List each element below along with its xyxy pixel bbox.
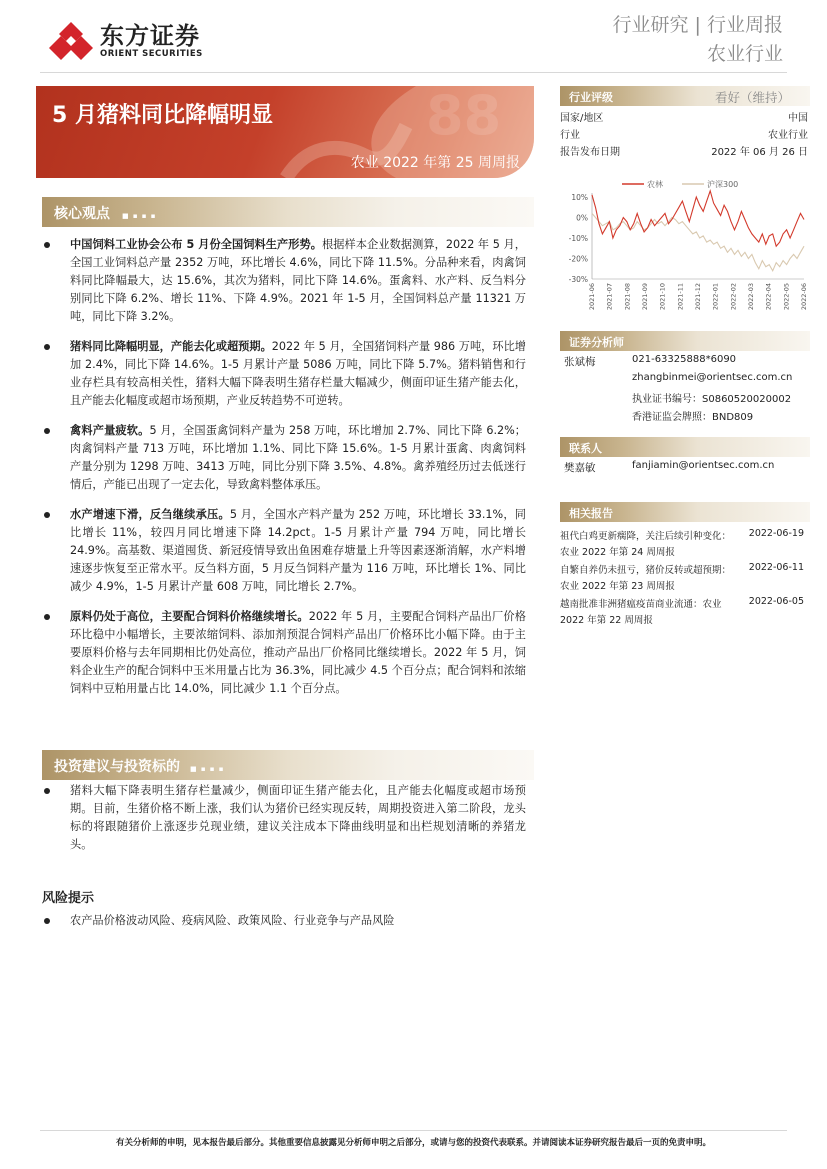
header-divider [40, 72, 787, 73]
info-key: 报告发布日期 [560, 147, 620, 158]
analyst-email[interactable]: zhangbinmei@orientsec.com.cn [632, 372, 793, 383]
rating-label: 行业评级 [569, 91, 613, 104]
report-line1: 祖代白鸡更新瘸降，关注后续引种变化： [560, 531, 732, 542]
x-tick-label: 2021-08 [623, 283, 632, 311]
list-item [42, 912, 526, 930]
related-report-item[interactable] [560, 560, 810, 594]
y-tick-label: -20% [568, 254, 588, 264]
section-dots-icon: ■ ▪ ▪ ▪ [190, 765, 225, 773]
title-banner [36, 86, 534, 178]
analyst-label: 证券分析师 [569, 336, 624, 349]
reports-bar [560, 502, 810, 522]
point-heading: 水产增速下滑，反刍继续承压。 [70, 508, 230, 521]
core-points-list [42, 236, 526, 710]
point-heading: 中国饲料工业协会公布 5 月份全国饲料生产形势。 [70, 238, 323, 251]
y-tick-label: -10% [568, 234, 588, 243]
analyst-phone: 021-63325888*6090 [632, 354, 737, 365]
list-item [42, 608, 526, 698]
risk-points-list [42, 912, 526, 942]
x-tick-label: 2022-01 [711, 283, 720, 311]
svg-text:88: 88 [426, 86, 502, 147]
contact-bar [560, 437, 810, 457]
report-header [613, 12, 783, 68]
logo-english-name: ORIENT SECURITIES [100, 48, 203, 59]
point-text: 农产品价格波动风险、疫病风险、政策风险、行业竞争与产品风险 [70, 914, 395, 927]
x-tick-label: 2021-07 [605, 283, 614, 311]
list-item [42, 422, 526, 494]
contact-label: 联系人 [569, 442, 602, 455]
list-item [42, 782, 526, 854]
list-item [42, 236, 526, 326]
list-item [42, 506, 526, 596]
performance-chart [560, 175, 812, 315]
report-line1: 自繁自养仍未扭亏，猪价反转或超预期： [560, 565, 732, 576]
section-header-core [42, 197, 534, 227]
section-title: 投资建议与投资标的 [54, 759, 180, 775]
x-tick-label: 2021-11 [676, 283, 685, 311]
report-line2: 农业 2022 年第 23 周周报 [560, 581, 675, 592]
y-tick-label: 0% [576, 213, 588, 223]
company-logo [48, 20, 203, 62]
x-tick-label: 2021-10 [658, 283, 667, 311]
report-industry: 农业行业 [706, 43, 783, 65]
x-tick-label: 2021-09 [641, 283, 649, 311]
rating-bar [560, 86, 810, 106]
report-title: 5 月猪料同比降幅明显 [52, 103, 273, 128]
related-reports [560, 526, 810, 628]
related-report-item[interactable] [560, 526, 810, 560]
risk-title: 风险提示 [42, 891, 95, 906]
point-text: 2022 年 5 月，全国猪饲料产量 986 万吨，环比增加 2.4%，同比下降 14.6%。1-5 月累计产量 5086 万吨，同比下降 5.7%。猪料销售和行业存栏具有较高相关性，猪料大幅下降表明生猪存栏量大幅减少，侧面印证生猪产能去化，且产能去化幅度或超市场预期，产业反转趋势不可逆转。 [70, 340, 526, 407]
report-date: 2022-06-11 [748, 562, 804, 573]
series-line [592, 213, 804, 270]
list-item [42, 338, 526, 410]
info-value: 中国 [788, 113, 808, 124]
point-heading: 原料仍处于高位，主要配合饲料价格继续增长。 [70, 610, 309, 623]
analyst-name: 张斌梅 [564, 356, 596, 368]
footer-disclaimer: 有关分析师的申明，见本报告最后部分。其他重要信息披露见分析师申明之后部分，或请与您的投资代表联系。并请阅读本证券研究报告最后一页的免责申明。 [115, 1138, 711, 1148]
section-dots-icon: ■ ▪ ▪ ▪ [122, 212, 157, 220]
section-header-invest [42, 750, 534, 780]
series-line [592, 191, 804, 246]
report-info [560, 108, 808, 159]
y-tick-label: -30% [568, 275, 588, 284]
analyst-bar [560, 331, 810, 351]
analyst-cert: 执业证书编号：S0860520020002 [632, 394, 792, 405]
legend-label: 农林 [647, 180, 663, 189]
report-line2: 农业 2022 年第 24 周周报 [560, 547, 675, 558]
info-row [560, 125, 808, 142]
info-row [560, 142, 808, 159]
x-tick-label: 2022-05 [782, 283, 791, 311]
report-category: 行业研究 | 行业周报 [612, 14, 783, 36]
report-line2: 2022 年第 22 周周报 [560, 615, 653, 626]
x-tick-label: 2022-02 [729, 283, 738, 311]
orient-logo-icon [48, 20, 94, 62]
x-tick-label: 2022-03 [747, 283, 755, 311]
section-title: 核心观点 [54, 206, 110, 222]
related-report-item[interactable] [560, 594, 810, 628]
contact-name: 樊嘉敏 [564, 462, 596, 474]
legend-label: 沪深300 [707, 180, 739, 189]
point-heading: 禽料产量疲软。 [70, 424, 150, 437]
x-tick-label: 2022-04 [764, 283, 773, 311]
report-subtitle: 农业 2022 年第 25 周周报 [350, 155, 520, 171]
report-date: 2022-06-19 [748, 528, 804, 539]
point-text: 5 月，全国水产料产量为 252 万吨，环比增长 33.1%，同比增长 11%，较四月同比增速下降 14.2pct。1-5 月累计产量 794 万吨，同比增长 24.9%。高基数、渠道囤货、新冠疫情导致出鱼困难存塘量上升等因素逐渐消解，水产料增速逐步恢复至正常水平。反刍料方面，5 月反刍饲料产量为 116 万吨，环比增长 1%、同比减少 4.9%，1-5 月累计产量 608 万吨，同比增长 2.7%。 [70, 508, 526, 593]
chart-svg [560, 175, 812, 315]
y-tick-label: 10% [571, 193, 588, 202]
logo-chinese-name: 东方证券 [100, 21, 200, 50]
analyst-hk-license: 香港证监会牌照：BND809 [632, 412, 754, 423]
point-text: 根据样本企业数据测算，2022 年 5 月，全国工业饲料总产量 2352 万吨，环比增长 4.6%，同比下降 11.5%。分品种来看，肉禽饲料同比降幅最大，达 15.6%，其次为猪料，同比下降 14.6%。蛋禽料、水产料、反刍料分别同比下降 6.2%、增长 11%、下降 4.9%。2021 年 1-5 月，全国饲料总产量 11321 万吨，同比下降 3.2%。 [70, 238, 526, 323]
contact-email[interactable]: fanjiamin@orientsec.com.cn [632, 460, 775, 471]
rating-value: 看好（维持） [714, 90, 790, 105]
info-key: 行业 [560, 130, 580, 141]
reports-label: 相关报告 [569, 507, 613, 520]
info-value: 农业行业 [768, 130, 808, 141]
info-value: 2022 年 06 月 26 日 [711, 147, 808, 158]
point-heading: 猪料同比降幅明显，产能去化或超预期。 [70, 340, 272, 353]
info-key: 国家/地区 [560, 113, 604, 124]
analyst-card [560, 352, 810, 424]
point-text: 5 月，全国蛋禽饲料产量为 258 万吨，环比增加 2.7%、同比下降 6.2%；肉禽饲料产量 713 万吨，环比增加 1.1%、同比下降 15.6%。1-5 月累计蛋禽、肉禽饲料产量分别为 1298 万吨、3413 万吨，同比分别下降 3.5%、4.8%。禽养殖经历过去低迷行情后，产能已出现了一定去化，导致禽料整体承压。 [70, 424, 526, 491]
x-tick-label: 2022-06 [800, 283, 808, 311]
point-text: 猪料大幅下降表明生猪存栏量减少，侧面印证生猪产能去化，且产能去化幅度或超市场预期。目前，生猪价格不断上涨，我们认为猪价已经实现反转，周期投资进入第二阶段，龙头标的将跟随猪价上涨逐步兑现业绩，建议关注成本下降曲线明显和出栏规划清晰的养猪龙头。 [70, 784, 526, 851]
report-line1: 越南批准非洲猪瘟疫苗商业流通：农业 [560, 599, 722, 610]
invest-points-list [42, 782, 526, 866]
footer-divider [40, 1130, 787, 1131]
x-tick-label: 2021-12 [694, 283, 702, 311]
point-text: 2022 年 5 月，主要配合饲料产品出厂价格环比稳中小幅增长，主要浓缩饲料、添加剂预混合饲料产品出厂价格环比小幅下降。由于主要原料价格与去年同期相比仍处高位，推动产品出厂价格同比继续增长。2022 年 5 月，饲料企业生产的配合饲料中玉米用量占比为 36.3%，同比减少 4.5 个百分点；配合饲料和浓缩饲料中豆粕用量占比 14.0%，同比减少 1.1 个百分点。 [70, 610, 526, 695]
report-date: 2022-06-05 [748, 596, 804, 607]
x-tick-label: 2021-06 [588, 283, 596, 311]
contact-card [560, 458, 810, 476]
info-row [560, 108, 808, 125]
